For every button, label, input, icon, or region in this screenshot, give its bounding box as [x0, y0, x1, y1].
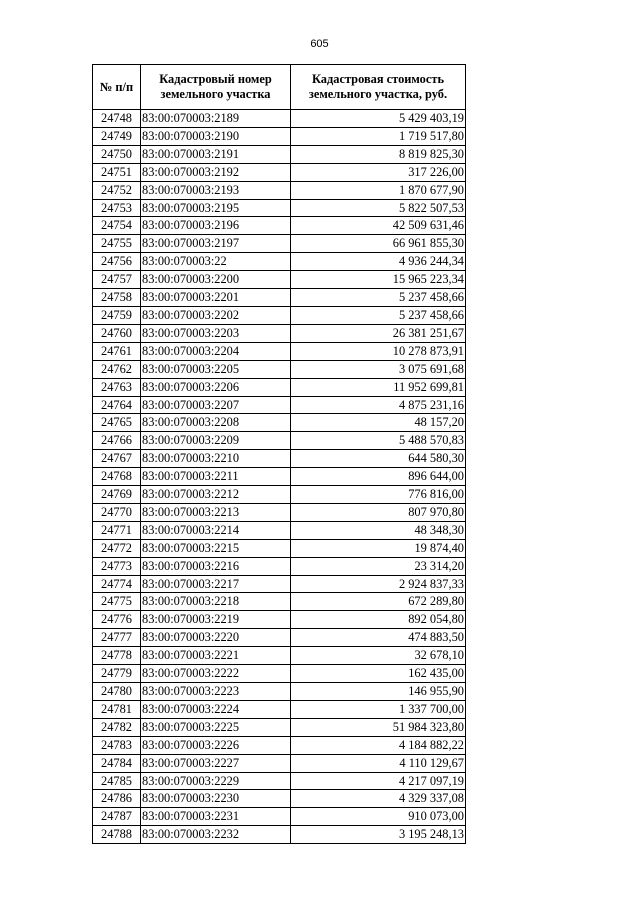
row-number-cell: 24782 — [93, 718, 141, 736]
cadastral-number-cell: 83:00:070003:2216 — [141, 557, 291, 575]
cadastral-value-cell: 807 970,80 — [291, 503, 466, 521]
cadastral-value-cell: 4 110 129,67 — [291, 754, 466, 772]
row-number-cell: 24748 — [93, 110, 141, 128]
cadastral-value-cell: 672 289,80 — [291, 593, 466, 611]
row-number-cell: 24762 — [93, 360, 141, 378]
row-number-cell: 24778 — [93, 647, 141, 665]
table-row — [93, 611, 466, 629]
cadastral-value-cell: 4 329 337,08 — [291, 790, 466, 808]
cadastral-value-cell: 2 924 837,33 — [291, 575, 466, 593]
table-row — [93, 557, 466, 575]
cadastral-number-cell: 83:00:070003:2225 — [141, 718, 291, 736]
cadastral-number-cell: 83:00:070003:2205 — [141, 360, 291, 378]
cadastral-value-cell: 15 965 223,34 — [291, 271, 466, 289]
table-row — [93, 342, 466, 360]
cadastral-number-cell: 83:00:070003:2229 — [141, 772, 291, 790]
table-row — [93, 521, 466, 539]
cadastral-number-cell: 83:00:070003:2219 — [141, 611, 291, 629]
cadastral-value-cell: 4 936 244,34 — [291, 253, 466, 271]
table-row — [93, 450, 466, 468]
cadastral-table — [92, 64, 466, 844]
table-row — [93, 718, 466, 736]
table-row — [93, 378, 466, 396]
cadastral-value-cell: 3 075 691,68 — [291, 360, 466, 378]
cadastral-number-cell: 83:00:070003:2202 — [141, 306, 291, 324]
table-row — [93, 647, 466, 665]
table-row — [93, 754, 466, 772]
row-number-cell: 24787 — [93, 808, 141, 826]
cadastral-number-cell: 83:00:070003:2218 — [141, 593, 291, 611]
cadastral-value-cell: 10 278 873,91 — [291, 342, 466, 360]
table-row — [93, 826, 466, 844]
cadastral-value-cell: 23 314,20 — [291, 557, 466, 575]
cadastral-value-cell: 66 961 855,30 — [291, 235, 466, 253]
cadastral-value-cell: 146 955,90 — [291, 683, 466, 701]
table-row — [93, 253, 466, 271]
header-cadastral-number: Кадастровый номер земельного участка — [141, 65, 291, 110]
cadastral-number-cell: 83:00:070003:2231 — [141, 808, 291, 826]
cadastral-number-cell: 83:00:070003:2220 — [141, 629, 291, 647]
cadastral-value-cell: 317 226,00 — [291, 163, 466, 181]
cadastral-number-cell: 83:00:070003:2230 — [141, 790, 291, 808]
cadastral-number-cell: 83:00:070003:2192 — [141, 163, 291, 181]
table-row — [93, 110, 466, 128]
cadastral-number-cell: 83:00:070003:2193 — [141, 181, 291, 199]
table-row — [93, 271, 466, 289]
table-row — [93, 468, 466, 486]
row-number-cell: 24784 — [93, 754, 141, 772]
row-number-cell: 24758 — [93, 289, 141, 307]
cadastral-number-cell: 83:00:070003:2207 — [141, 396, 291, 414]
row-number-cell: 24776 — [93, 611, 141, 629]
cadastral-number-cell: 83:00:070003:2226 — [141, 736, 291, 754]
cadastral-value-cell: 892 054,80 — [291, 611, 466, 629]
cadastral-value-cell: 8 819 825,30 — [291, 145, 466, 163]
table-row — [93, 163, 466, 181]
cadastral-value-cell: 3 195 248,13 — [291, 826, 466, 844]
row-number-cell: 24770 — [93, 503, 141, 521]
cadastral-value-cell: 776 816,00 — [291, 486, 466, 504]
cadastral-value-cell: 4 875 231,16 — [291, 396, 466, 414]
row-number-cell: 24777 — [93, 629, 141, 647]
cadastral-number-cell: 83:00:070003:2201 — [141, 289, 291, 307]
cadastral-number-cell: 83:00:070003:2211 — [141, 468, 291, 486]
cadastral-number-cell: 83:00:070003:2217 — [141, 575, 291, 593]
cadastral-value-cell: 51 984 323,80 — [291, 718, 466, 736]
table-row — [93, 181, 466, 199]
row-number-cell: 24766 — [93, 432, 141, 450]
table-row — [93, 808, 466, 826]
cadastral-number-cell: 83:00:070003:2232 — [141, 826, 291, 844]
table-row — [93, 700, 466, 718]
cadastral-number-cell: 83:00:070003:2221 — [141, 647, 291, 665]
cadastral-value-cell: 162 435,00 — [291, 665, 466, 683]
table-row — [93, 235, 466, 253]
cadastral-number-cell: 83:00:070003:2200 — [141, 271, 291, 289]
cadastral-number-cell: 83:00:070003:2208 — [141, 414, 291, 432]
cadastral-value-cell: 474 883,50 — [291, 629, 466, 647]
row-number-cell: 24773 — [93, 557, 141, 575]
table-row — [93, 736, 466, 754]
table-row — [93, 306, 466, 324]
cadastral-value-cell: 910 073,00 — [291, 808, 466, 826]
table-row — [93, 539, 466, 557]
cadastral-value-cell: 1 337 700,00 — [291, 700, 466, 718]
cadastral-value-cell: 11 952 699,81 — [291, 378, 466, 396]
table-row — [93, 199, 466, 217]
row-number-cell: 24786 — [93, 790, 141, 808]
cadastral-value-cell: 26 381 251,67 — [291, 324, 466, 342]
cadastral-number-cell: 83:00:070003:2195 — [141, 199, 291, 217]
row-number-cell: 24749 — [93, 127, 141, 145]
row-number-cell: 24763 — [93, 378, 141, 396]
header-cadastral-value: Кадастровая стоимость земельного участка, руб. — [291, 65, 466, 110]
table-row — [93, 683, 466, 701]
cadastral-value-cell: 5 237 458,66 — [291, 289, 466, 307]
cadastral-number-cell: 83:00:070003:2209 — [141, 432, 291, 450]
table-row — [93, 665, 466, 683]
cadastral-number-cell: 83:00:070003:2214 — [141, 521, 291, 539]
row-number-cell: 24752 — [93, 181, 141, 199]
row-number-cell: 24757 — [93, 271, 141, 289]
table-row — [93, 629, 466, 647]
row-number-cell: 24783 — [93, 736, 141, 754]
cadastral-number-cell: 83:00:070003:2213 — [141, 503, 291, 521]
row-number-cell: 24750 — [93, 145, 141, 163]
cadastral-number-cell: 83:00:070003:2227 — [141, 754, 291, 772]
table-row — [93, 217, 466, 235]
cadastral-number-cell: 83:00:070003:2224 — [141, 700, 291, 718]
cadastral-number-cell: 83:00:070003:2223 — [141, 683, 291, 701]
cadastral-number-cell: 83:00:070003:22 — [141, 253, 291, 271]
row-number-cell: 24772 — [93, 539, 141, 557]
row-number-cell: 24761 — [93, 342, 141, 360]
row-number-cell: 24771 — [93, 521, 141, 539]
cadastral-number-cell: 83:00:070003:2191 — [141, 145, 291, 163]
row-number-cell: 24753 — [93, 199, 141, 217]
table-row — [93, 414, 466, 432]
row-number-cell: 24764 — [93, 396, 141, 414]
table-row — [93, 360, 466, 378]
cadastral-number-cell: 83:00:070003:2210 — [141, 450, 291, 468]
cadastral-value-cell: 644 580,30 — [291, 450, 466, 468]
cadastral-value-cell: 5 488 570,83 — [291, 432, 466, 450]
table-row — [93, 289, 466, 307]
row-number-cell: 24779 — [93, 665, 141, 683]
row-number-cell: 24755 — [93, 235, 141, 253]
table-row — [93, 324, 466, 342]
row-number-cell: 24751 — [93, 163, 141, 181]
row-number-cell: 24760 — [93, 324, 141, 342]
cadastral-value-cell: 48 348,30 — [291, 521, 466, 539]
table-row — [93, 575, 466, 593]
cadastral-value-cell: 1 719 517,80 — [291, 127, 466, 145]
header-row-number: № п/п — [93, 65, 141, 110]
row-number-cell: 24756 — [93, 253, 141, 271]
row-number-cell: 24767 — [93, 450, 141, 468]
row-number-cell: 24788 — [93, 826, 141, 844]
cadastral-value-cell: 5 822 507,53 — [291, 199, 466, 217]
row-number-cell: 24765 — [93, 414, 141, 432]
row-number-cell: 24785 — [93, 772, 141, 790]
row-number-cell: 24769 — [93, 486, 141, 504]
table-row — [93, 593, 466, 611]
cadastral-value-cell: 1 870 677,90 — [291, 181, 466, 199]
table-body — [93, 110, 466, 844]
cadastral-number-cell: 83:00:070003:2222 — [141, 665, 291, 683]
cadastral-number-cell: 83:00:070003:2206 — [141, 378, 291, 396]
cadastral-number-cell: 83:00:070003:2197 — [141, 235, 291, 253]
cadastral-number-cell: 83:00:070003:2203 — [141, 324, 291, 342]
table-row — [93, 772, 466, 790]
table-row — [93, 145, 466, 163]
table-header-row — [93, 65, 466, 110]
cadastral-value-cell: 4 184 882,22 — [291, 736, 466, 754]
table-row — [93, 486, 466, 504]
cadastral-value-cell: 48 157,20 — [291, 414, 466, 432]
table-row — [93, 432, 466, 450]
cadastral-value-cell: 32 678,10 — [291, 647, 466, 665]
cadastral-value-cell: 896 644,00 — [291, 468, 466, 486]
cadastral-number-cell: 83:00:070003:2204 — [141, 342, 291, 360]
cadastral-number-cell: 83:00:070003:2196 — [141, 217, 291, 235]
row-number-cell: 24781 — [93, 700, 141, 718]
table-row — [93, 503, 466, 521]
cadastral-number-cell: 83:00:070003:2212 — [141, 486, 291, 504]
cadastral-number-cell: 83:00:070003:2190 — [141, 127, 291, 145]
cadastral-value-cell: 42 509 631,46 — [291, 217, 466, 235]
cadastral-number-cell: 83:00:070003:2215 — [141, 539, 291, 557]
page-number: 605 — [310, 38, 329, 50]
cadastral-value-cell: 19 874,40 — [291, 539, 466, 557]
cadastral-value-cell: 5 237 458,66 — [291, 306, 466, 324]
row-number-cell: 24774 — [93, 575, 141, 593]
cadastral-value-cell: 5 429 403,19 — [291, 110, 466, 128]
table-row — [93, 127, 466, 145]
row-number-cell: 24775 — [93, 593, 141, 611]
cadastral-number-cell: 83:00:070003:2189 — [141, 110, 291, 128]
row-number-cell: 24754 — [93, 217, 141, 235]
row-number-cell: 24768 — [93, 468, 141, 486]
row-number-cell: 24759 — [93, 306, 141, 324]
cadastral-value-cell: 4 217 097,19 — [291, 772, 466, 790]
table-row — [93, 790, 466, 808]
row-number-cell: 24780 — [93, 683, 141, 701]
table-row — [93, 396, 466, 414]
